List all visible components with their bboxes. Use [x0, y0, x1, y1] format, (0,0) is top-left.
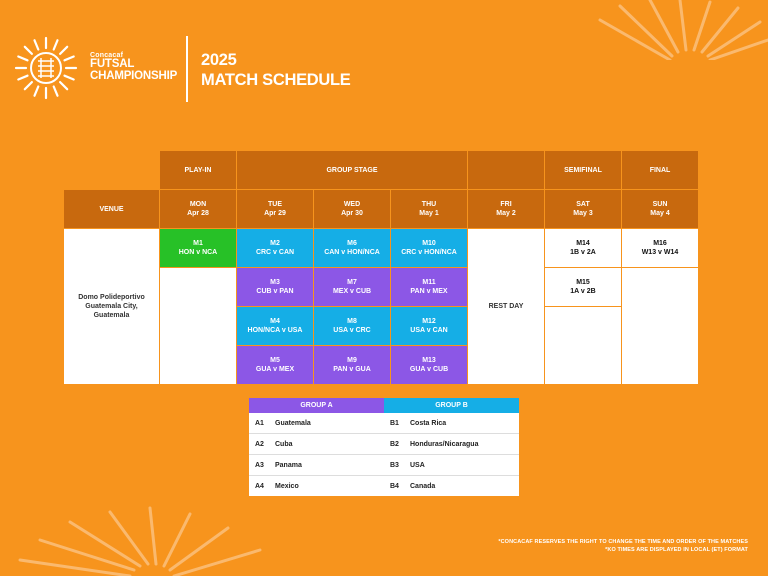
group-a-team-4: A4 Mexico — [255, 482, 299, 490]
match-m11: M11 PAN v MEX — [391, 268, 468, 307]
match-m13: M13 GUA v CUB — [391, 346, 468, 385]
phase-semifinal: SEMIFINAL — [545, 151, 622, 190]
phase-group-stage: GROUP STAGE — [237, 151, 468, 190]
match-m10: M10 CRC v HON/NCA — [391, 229, 468, 268]
venue-header: VENUE — [64, 190, 160, 229]
page-title — [201, 50, 351, 90]
match-m12: M12 USA v CAN — [391, 307, 468, 346]
group-b-header: GROUP B — [384, 398, 519, 413]
match-m8: M8 USA v CRC — [314, 307, 391, 346]
brand-line2: CHAMPIONSHIP — [90, 69, 178, 82]
match-m15: M15 1A v 2B — [545, 268, 622, 307]
groups-table — [249, 398, 519, 496]
footnotes — [498, 538, 748, 554]
brand-line1: FUTSAL — [90, 58, 135, 70]
decorative-rays-bottom-left — [0, 500, 280, 576]
match-schedule-table — [63, 150, 699, 385]
group-a-team-1: A1 Guatemala — [249, 413, 384, 434]
day-row — [64, 190, 699, 229]
match-row-2 — [64, 268, 699, 307]
playin-empty — [160, 268, 237, 385]
match-row-1 — [64, 229, 699, 268]
title-text: MATCH SCHEDULE — [201, 71, 351, 89]
match-m1: M1 HON v NCA — [160, 229, 237, 268]
match-m5: M5 GUA v MEX — [237, 346, 314, 385]
venue-cell: Domo Polideportivo Guatemala City, Guatemala — [64, 229, 160, 385]
semifinal-empty — [545, 307, 622, 385]
rest-day-cell: REST DAY — [468, 229, 545, 385]
group-b-team-2: B2 Honduras/Nicaragua — [384, 434, 519, 455]
match-m7: M7 MEX v CUB — [314, 268, 391, 307]
match-m4: M4 HON/NCA v USA — [237, 307, 314, 346]
phase-row — [64, 151, 699, 190]
phase-final: FINAL — [622, 151, 699, 190]
group-a-team-2: A2 Cuba — [249, 434, 384, 455]
match-m2: M2 CRC v CAN — [237, 229, 314, 268]
brand-wordmark — [90, 52, 177, 82]
decorative-rays-top-right — [560, 0, 768, 60]
group-b-team-3: B3 USA — [384, 455, 519, 476]
day-sat: SAT May 3 — [545, 190, 622, 229]
footnote-2: *KO TIMES ARE DISPLAYED IN LOCAL (ET) FORMAT — [605, 547, 748, 553]
day-sun: SUN May 4 — [622, 190, 699, 229]
header-divider — [186, 36, 188, 102]
match-m6: M6 CAN v HON/NCA — [314, 229, 391, 268]
day-fri: FRI May 2 — [468, 190, 545, 229]
day-thu: THU May 1 — [391, 190, 468, 229]
brand-small: Concacaf — [90, 52, 124, 59]
corner-blank — [64, 151, 160, 190]
day-wed: WED Apr 30 — [314, 190, 391, 229]
group-a-team-3: A3 Panama — [249, 455, 384, 476]
match-m3: M3 CUB v PAN — [237, 268, 314, 307]
group-b-team-4: B4 Canada — [390, 482, 436, 490]
group-b-team-1: B1 Costa Rica — [384, 413, 519, 434]
phase-rest-blank — [468, 151, 545, 190]
day-tue: TUE Apr 29 — [237, 190, 314, 229]
match-m14: M14 1B v 2A — [545, 229, 622, 268]
phase-playin: PLAY-IN — [160, 151, 237, 190]
final-empty — [622, 268, 699, 385]
match-m9: M9 PAN v GUA — [314, 346, 391, 385]
footnote-1: *CONCACAF RESERVES THE RIGHT TO CHANGE THE TIME AND ORDER OF THE MATCHES — [498, 539, 748, 545]
match-m16: M16 W13 v W14 — [622, 229, 699, 268]
title-year: 2025 — [201, 51, 237, 69]
futsal-sun-logo-icon — [14, 36, 78, 100]
day-mon: MON Apr 28 — [160, 190, 237, 229]
group-a-header: GROUP A — [249, 398, 384, 413]
